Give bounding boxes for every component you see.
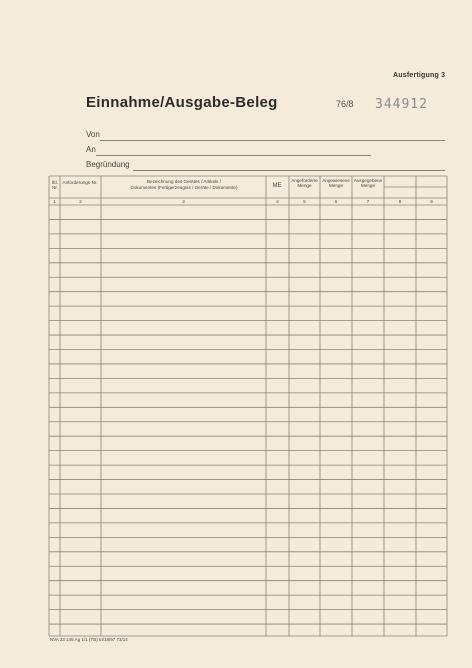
form-footer: NVA 23 145 Ag 1/1 (TB) III/18/97 73/14 [50, 637, 128, 642]
header-lfd-nr: lfd. Nr. [51, 180, 59, 191]
column-number: 2 [79, 199, 82, 204]
column-number: 8 [398, 199, 402, 204]
form-title: Einnahme/Ausgabe-Beleg [86, 94, 278, 111]
column-number: 7 [366, 199, 370, 204]
header-anforderungs-nr: Anforderungs-Nr. [62, 180, 98, 185]
header-bezeichnung-2: Dokumentes (Fertigerzeugnis / Geräte / Dokumente) [130, 185, 238, 190]
column-number: 6 [334, 199, 338, 204]
header-me: ME [272, 183, 282, 189]
header-angewiesene-menge: Angewiesene Menge [322, 178, 350, 189]
form-series: 76/8 [336, 99, 354, 109]
column-number: 3 [182, 199, 185, 204]
begruendung-label: Begründung [86, 160, 130, 169]
column-number: 9 [430, 199, 433, 204]
copy-label: Ausfertigung 3 [393, 72, 446, 79]
header-ausgegebene-menge: Ausgegebene Menge [353, 178, 383, 189]
an-label: An [86, 145, 96, 154]
form-number: 344912 [375, 97, 428, 112]
column-number: 5 [303, 199, 306, 204]
von-label: Von [86, 130, 100, 139]
header-angeforderte-menge: Angeforderte Menge [291, 178, 318, 189]
column-number: 1 [53, 199, 56, 204]
header-bezeichnung-1: Bezeichnung des Gerätes / Artikels / [146, 179, 222, 184]
column-number: 4 [276, 199, 279, 204]
